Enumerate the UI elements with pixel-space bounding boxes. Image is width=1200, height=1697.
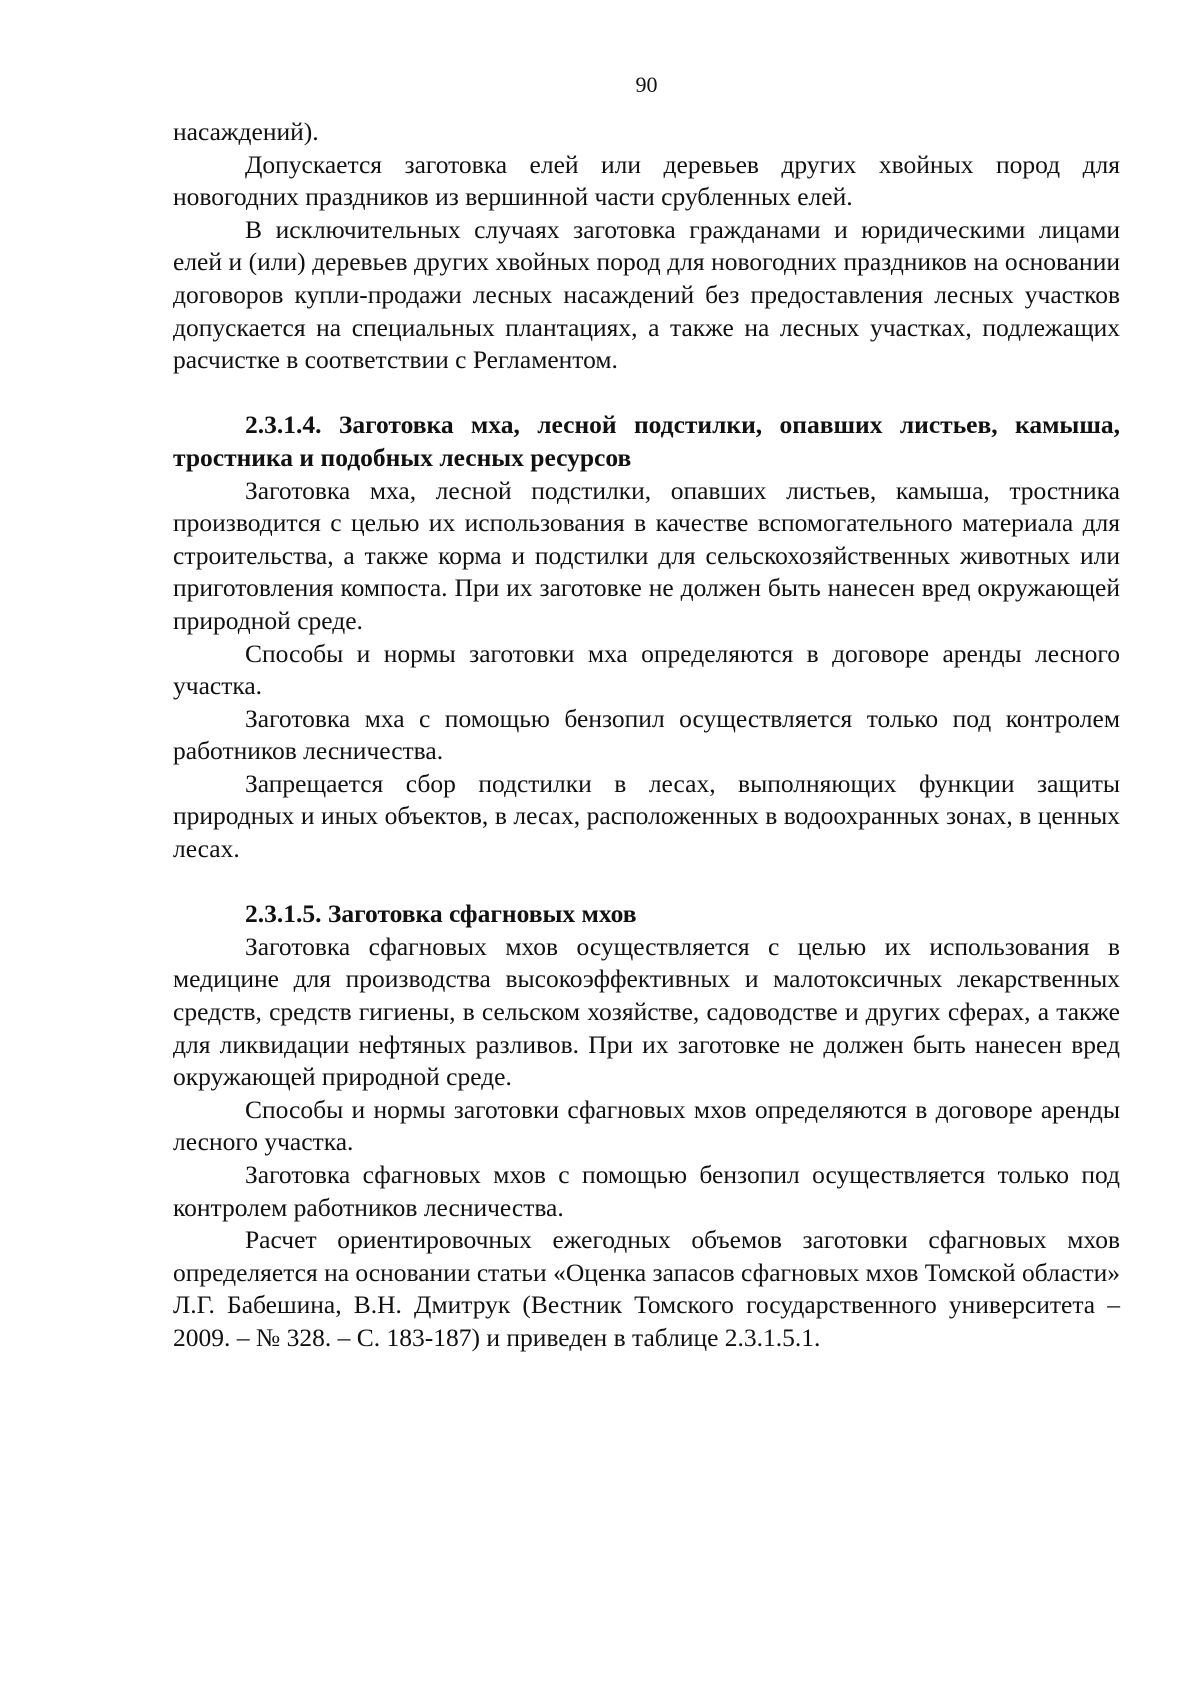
- section-heading-2-3-1-4: 2.3.1.4. Заготовка мха, лесной подстилки, опавших листьев, камыша, тростника и подобных лесных ресурсов: [173, 410, 1120, 472]
- section-heading-2-3-1-5: 2.3.1.5. Заготовка сфагновых мхов: [245, 899, 637, 929]
- paragraph: Заготовка сфагновых мхов осуществляется с целью их использования в медицине для производства высокоэффективных и малотоксичных лекарственных средств, средств гигиены, в сельском хозяйстве, садоводстве и других сферах, а также для ликвидации нефтяных разливов. При их заготовке не должен быть нанесен вред окружающей природной среде.: [173, 931, 1120, 1092]
- page-body: [173, 116, 1120, 1355]
- section-spacer: [173, 866, 1120, 899]
- paragraph: Способы и нормы заготовки мха определяются в договоре аренды лесного участка.: [173, 638, 1120, 701]
- section-spacer: [173, 377, 1120, 410]
- paragraph: Допускается заготовка елей или деревьев других хвойных пород для новогодних праздников из вершинной части срубленных елей.: [173, 149, 1120, 212]
- page-number: 90: [635, 72, 658, 97]
- paragraph: Заготовка мха, лесной подстилки, опавших листьев, камыша, тростника производится с целью их использования в качестве вспомогательного материала для строительства, а также корма и подстилки для сельскохозяйственных животных или приготовления компоста. При их заготовке не должен быть нанесен вред окружающей природной среде.: [173, 475, 1120, 635]
- paragraph: Запрещается сбор подстилки в лесах, выполняющих функции защиты природных и иных объектов, в лесах, расположенных в водоохранных зонах, в ценных лесах.: [173, 768, 1120, 864]
- paragraph-continuation: насаждений).: [173, 117, 319, 146]
- paragraph: Заготовка мха с помощью бензопил осуществляется только под контролем работников лесничества.: [173, 703, 1120, 766]
- paragraph: Расчет ориентировочных ежегодных объемов заготовки сфагновых мхов определяется на основании статьи «Оценка запасов сфагновых мхов Томской области» Л.Г. Бабешина, В.Н. Дмитрук (Вестник Томского государственного университета – 2009. – № 328. – С. 183-187) и приведен в таблице 2.3.1.5.1.: [173, 1225, 1120, 1352]
- paragraph: Заготовка сфагновых мхов с помощью бензопил осуществляется только под контролем работников лесничества.: [173, 1160, 1120, 1222]
- paragraph: Способы и нормы заготовки сфагновых мхов определяются в договоре аренды лесного участка.: [173, 1094, 1120, 1157]
- paragraph: В исключительных случаях заготовка гражданами и юридическими лицами елей и (или) деревьев других хвойных пород для новогодних праздников на основании договоров купли-продажи лесных насаждений без предоставления лесных участков допускается на специальных плантациях, а также на лесных участках, подлежащих расчистке в соответствии с Регламентом.: [173, 214, 1120, 375]
